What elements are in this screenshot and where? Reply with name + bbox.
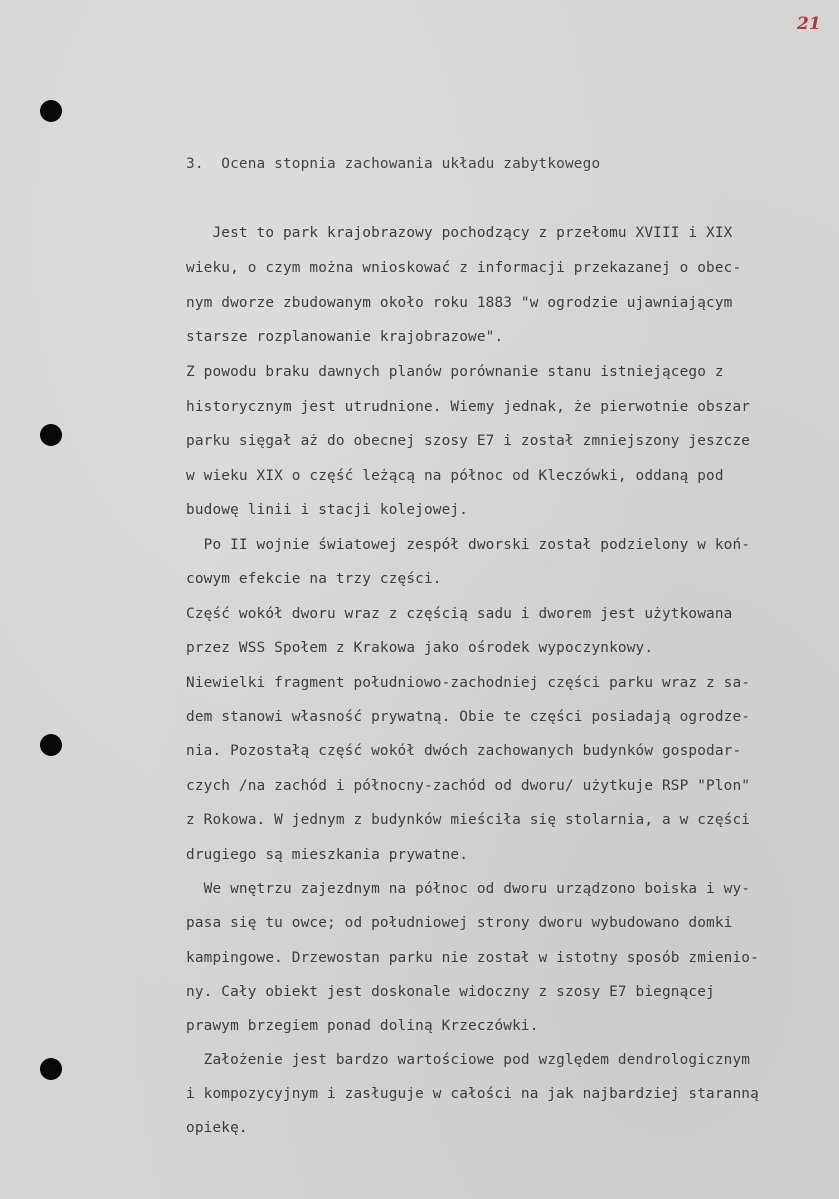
text-line: czych /na zachód i północny-zachód od dworu/ użytkuje RSP "Plon"	[186, 778, 751, 794]
text-line: przez WSS Społem z Krakowa jako ośrodek wypoczynkowy.	[186, 640, 654, 656]
text-line: historycznym jest utrudnione. Wiemy jednak, że pierwotnie obszar	[186, 399, 751, 415]
text-line: prawym brzegiem ponad doliną Krzeczówki.	[186, 1018, 539, 1034]
text-line: wieku, o czym można wnioskować z informacji przekazanej o obec-	[186, 260, 742, 276]
text-line: Założenie jest bardzo wartościowe pod względem dendrologicznym	[186, 1052, 751, 1068]
text-line: nym dworze zbudowanym około roku 1883 "w ogrodzie ujawniającym	[186, 295, 733, 311]
text-line: drugiego są mieszkania prywatne.	[186, 847, 469, 863]
text-line: nia. Pozostałą część wokół dwóch zachowanych budynków gospodar-	[186, 743, 742, 759]
text-line: opiekę.	[186, 1120, 248, 1136]
text-line: Część wokół dworu wraz z częścią sadu i dworem jest użytkowana	[186, 606, 733, 622]
text-line: z Rokowa. W jednym z budynków mieściła się stolarnia, a w części	[186, 812, 751, 828]
text-line: cowym efekcie na trzy części.	[186, 571, 442, 587]
text-line: kampingowe. Drzewostan parku nie został w istotny sposób zmienio-	[186, 950, 759, 966]
punch-hole	[40, 734, 62, 756]
page-number: 21	[797, 14, 821, 34]
text-line: pasa się tu owce; od południowej strony dworu wybudowano domki	[186, 915, 733, 931]
text-line: parku sięgał aż do obecnej szosy E7 i został zmniejszony jeszcze	[186, 433, 751, 449]
section-heading: 3. Ocena stopnia zachowania układu zabytkowego	[186, 156, 601, 172]
punch-hole	[40, 100, 62, 122]
text-line: Z powodu braku dawnych planów porównanie stanu istniejącego z	[186, 364, 724, 380]
text-line: dem stanowi własność prywatną. Obie te części posiadają ogrodze-	[186, 709, 751, 725]
text-line: budowę linii i stacji kolejowej.	[186, 502, 469, 518]
text-line: ny. Cały obiekt jest doskonale widoczny z szosy E7 biegnącej	[186, 984, 715, 1000]
punch-hole	[40, 424, 62, 446]
text-line: Niewielki fragment południowo-zachodniej części parku wraz z sa-	[186, 675, 751, 691]
text-line: i kompozycyjnym i zasługuje w całości na jak najbardziej staranną	[186, 1086, 759, 1102]
punch-hole	[40, 1058, 62, 1080]
text-line: We wnętrzu zajezdnym na północ od dworu urządzono boiska i wy-	[186, 881, 751, 897]
text-line: Jest to park krajobrazowy pochodzący z przełomu XVIII i XIX	[186, 225, 733, 241]
text-line: Po II wojnie światowej zespół dworski został podzielony w koń-	[186, 537, 751, 553]
text-line: w wieku XIX o część leżącą na północ od Kleczówki, oddaną pod	[186, 468, 724, 484]
text-line: starsze rozplanowanie krajobrazowe".	[186, 329, 504, 345]
